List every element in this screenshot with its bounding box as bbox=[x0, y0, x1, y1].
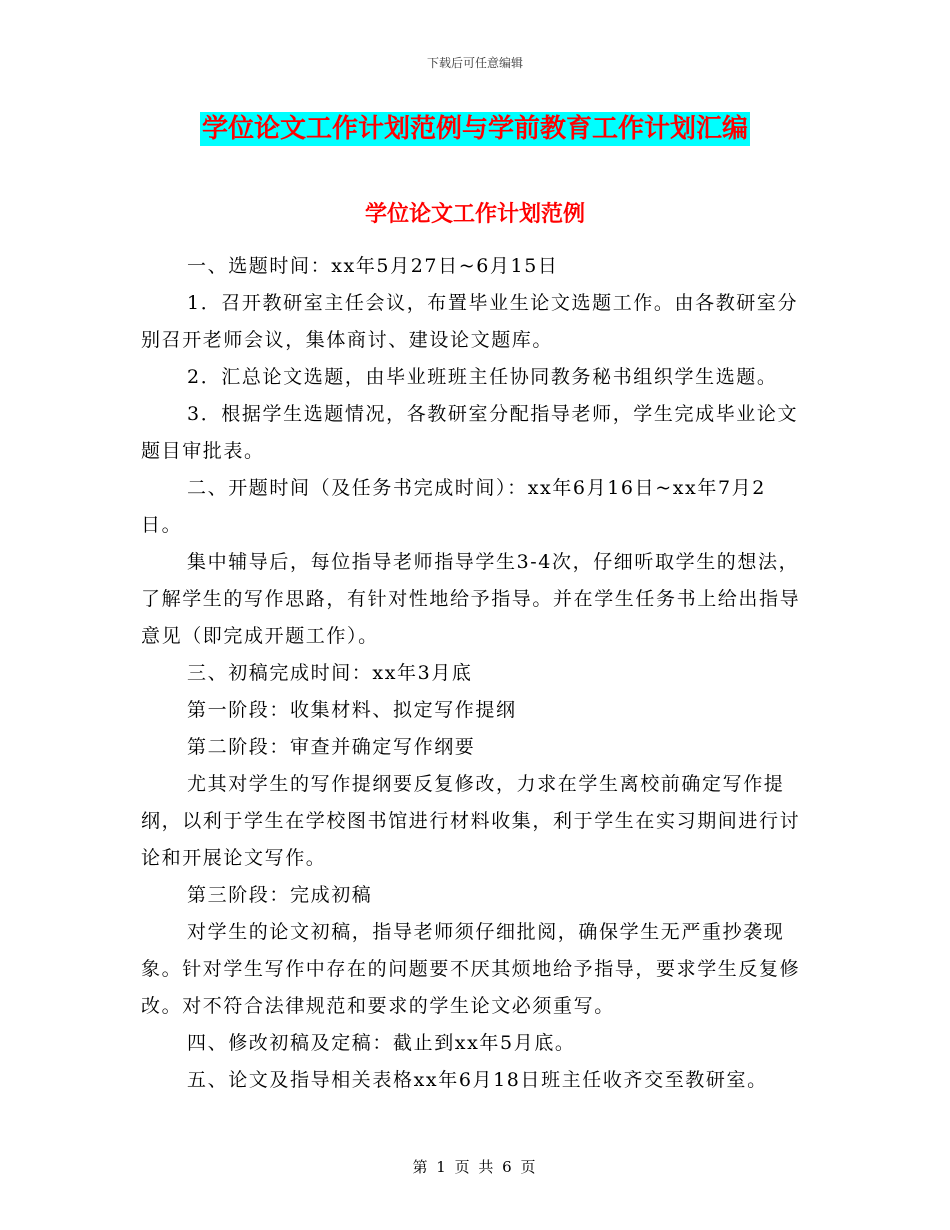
paragraph: 集中辅导后，每位指导老师指导学生3-4次，仔细听取学生的想法，了解学生的写作思路，有针对性地给予指导。并在学生任务书上给出指导意见（即完成开题工作）。 bbox=[141, 551, 801, 647]
paragraph: 对学生的论文初稿，指导老师须仔细批阅，确保学生无严重抄袭现象。针对学生写作中存在的问题要不厌其烦地给予指导，要求学生反复修改。对不符合法律规范和要求的学生论文必须重写。 bbox=[141, 921, 801, 1017]
document-body bbox=[141, 248, 806, 1099]
paragraph: 第一阶段：收集材料、拟定写作提纲 bbox=[187, 699, 517, 721]
paragraph: 3．根据学生选题情况，各教研室分配指导老师，学生完成毕业论文题目审批表。 bbox=[141, 403, 799, 462]
section-title: 学位论文工作计划范例 bbox=[364, 202, 585, 227]
main-title: 学位论文工作计划范例与学前教育工作计划汇编 bbox=[201, 114, 748, 144]
paragraph: 五、论文及指导相关表格xx年6月18日班主任收齐交至教研室。 bbox=[187, 1069, 768, 1091]
paragraph: 第三阶段：完成初稿 bbox=[187, 884, 373, 906]
header-note: 下载后可任意编辑 bbox=[426, 56, 523, 70]
paragraph: 第二阶段：审查并确定写作纲要 bbox=[187, 736, 476, 758]
paragraph: 一、选题时间：xx年5月27日~6月15日 bbox=[187, 255, 559, 277]
paragraph: 2．汇总论文选题，由毕业班班主任协同教务秘书组织学生选题。 bbox=[187, 366, 778, 388]
paragraph: 尤其对学生的写作提纲要反复修改，力求在学生离校前确定写作提纲，以利于学生在学校图书馆进行材料收集，利于学生在实习期间进行讨论和开展论文写作。 bbox=[141, 773, 801, 869]
main-title-container bbox=[0, 112, 950, 146]
paragraph: 1．召开教研室主任会议，布置毕业生论文选题工作。由各教研室分别召开老师会议，集体商讨、建设论文题库。 bbox=[141, 292, 799, 351]
page-footer: 第 1 页 共 6 页 bbox=[412, 1158, 538, 1176]
paragraph: 四、修改初稿及定稿：截止到xx年5月底。 bbox=[187, 1032, 576, 1054]
paragraph: 三、初稿完成时间：xx年3月底 bbox=[187, 662, 473, 684]
paragraph: 二、开题时间（及任务书完成时间）：xx年6月16日~xx年7月2日。 bbox=[141, 477, 766, 536]
